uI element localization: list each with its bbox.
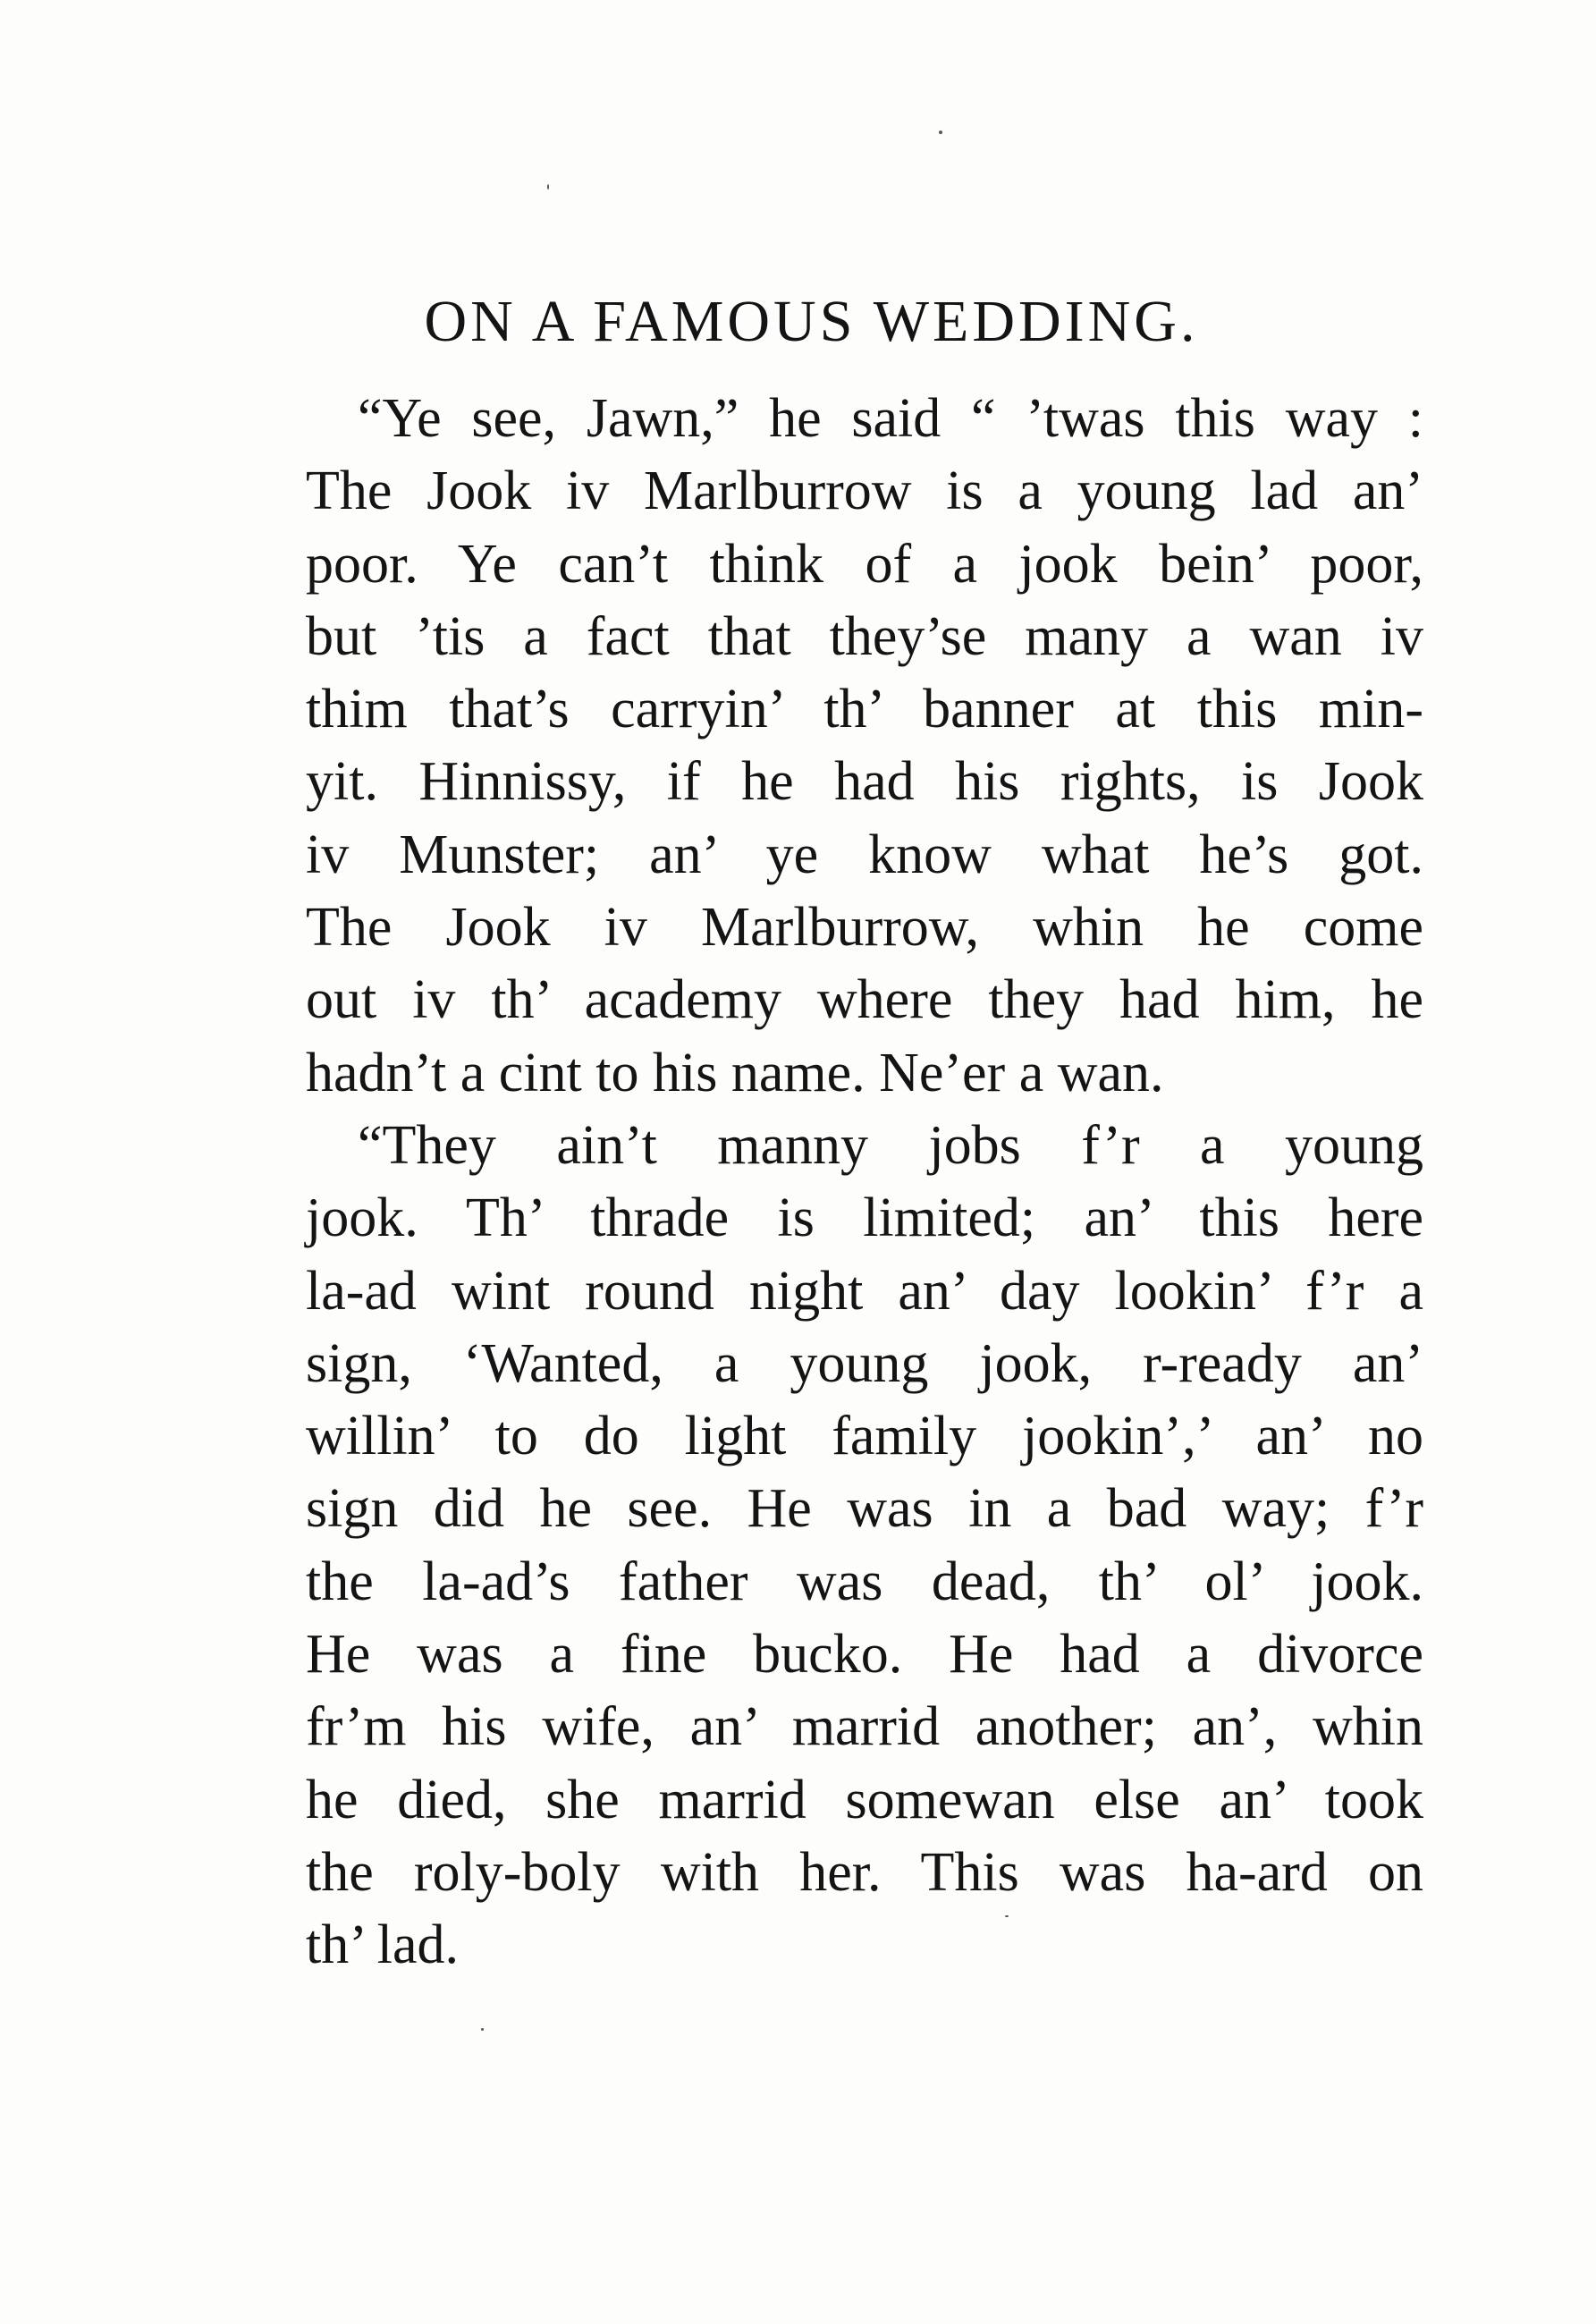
text-line: sign, ‘Wanted, a young jook, r-ready an’	[306, 1332, 1423, 1394]
ink-speck	[939, 131, 942, 134]
text-line: la-ad wint round night an’ day lookin’ f’r a	[306, 1260, 1423, 1322]
text-line: the la-ad’s father was dead, th’ ol’ jook.	[306, 1551, 1423, 1612]
text-line: jook. Th’ thrade is limited; an’ this here	[306, 1187, 1423, 1249]
text-line: yit. Hinnissy, if he had his rights, is Jook	[306, 751, 1423, 813]
text-line: poor. Ye can’t think of a jook bein’ poor,	[306, 533, 1423, 595]
text-line: The Jook iv Marlburrow is a young lad an’	[306, 461, 1423, 522]
text-line: sign did he see. He was in a bad way; f’r	[306, 1478, 1423, 1540]
text-line: he died, she marrid somewan else an’ took	[306, 1769, 1423, 1830]
text-line: but ’tis a fact that they’se many a wan iv	[306, 605, 1423, 667]
text-line: hadn’t a cint to his name. Ne’er a wan.	[306, 1042, 1164, 1103]
ink-speck	[481, 2028, 484, 2031]
text-line: the roly-boly with her. This was ha-ard on	[306, 1841, 1423, 1903]
text-line: willin’ to do light family jookin’,’ an’ no	[306, 1406, 1423, 1467]
text-line: fr’m his wife, an’ marrid another; an’, whin	[306, 1696, 1423, 1758]
ink-speck	[547, 184, 549, 190]
text-line: The Jook iv Marlburrow, whin he come	[306, 897, 1423, 959]
body-text	[306, 383, 1423, 1982]
chapter-title: ON A FAMOUS WEDDING.	[424, 289, 1199, 354]
text-line: He was a fine bucko. He had a divorce	[306, 1624, 1423, 1686]
text-line: “They ain’t manny jobs f’r a young	[358, 1114, 1423, 1176]
text-line: iv Munster; an’ ye know what he’s got.	[306, 824, 1423, 885]
text-line: “Ye see, Jawn,” he said “ ’twas this way :	[358, 388, 1423, 449]
text-line: out iv th’ academy where they had him, he	[306, 969, 1423, 1031]
text-line: th’ lad.	[306, 1914, 460, 1976]
text-line: thim that’s carryin’ th’ banner at this min-	[306, 679, 1423, 740]
